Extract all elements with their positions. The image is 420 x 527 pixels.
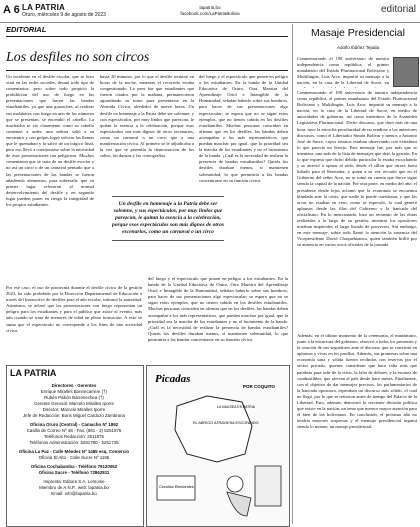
editorial-cartoon <box>146 365 290 527</box>
staff-line: Teléfonos Redacción: 2511875 <box>44 434 104 439</box>
newspaper-logo: LA PATRIA <box>22 3 65 12</box>
cartoon-drawing <box>147 366 289 526</box>
cartoon-figure-body <box>227 492 251 516</box>
staff-line: Rubén Pabón Barrenechea (†) <box>44 395 104 400</box>
staff-line: Teléfonos Administración: 5281780 - 5251735 <box>29 440 119 445</box>
site-info <box>165 5 255 17</box>
dateline: Oruro, miércoles 9 de agosto de 2023 <box>22 12 106 18</box>
editorial-headline: Los desfiles no son circos <box>6 50 150 65</box>
staff-line: Oficina Sucre - Teléfono 72862811 <box>38 470 110 475</box>
staff-line: Email: info@lapatria.bo <box>51 491 97 496</box>
section-label: editorial <box>380 4 416 15</box>
staff-line: Directores - Gerentes <box>51 383 97 388</box>
editorial-column-2: Por ese caso, el uso de pirotecnia durante el desfile cívico de la gestión 2023, ha sido prohibido por la Dirección Departamental de Educación a través del Instructivo de desfiles para el año escolar, informó la autoridad. Asimismo, se aclaró que las presentaciones con fuego representan un peligro para los estudiantes y para el público que asiste al evento, más aún cuando se trata de menores de edad en plena formación. A esto se suma que el espectáculo no corresponde a los fines de una actividad cívica. <box>6 285 142 333</box>
cartoon-credit: POR COQUITO <box>243 384 275 389</box>
staff-line: Miembro de A.N.P., web: lapatria.bo <box>39 485 109 490</box>
editorial-column-1: Un incidente en el desfile escolar, que se hizo viral en las redes sociales, desató todo tipo de comentarios, pero sobre todo propició la prohibición del uso de fuego en las presentaciones que hacen las bandas estudiantiles, ya que una guaraches, al realizar sus malabares con fuego en uno de los números que se presentan, se encendió el cabello. La muchacha se vio claramente como su cabello comenzó a arder, una señora salió a su encuentro y con golpes logró sofocar las llamas que le quemaban y la salvó de un trágico final, pero eso llevó a cuestionarse sobre la necesidad de esas presentaciones tan peligrosas. Muchos comentaron que se trata de un desfile escolar y no así un circo o de un carnaval pensado que a las presentaciones de las bandas se fueron añadiendo elementos, para sobresalir, que en primer lugar relevaron al normal desenvolvimiento del desfile y en segundo lugar pueden poner en riesgo la integridad de los propios estudiantes. <box>6 74 94 207</box>
social-url: facebook.com/LaPatriaBolivia <box>180 11 240 16</box>
cartoon-sign-text: Circuitos Electorales <box>159 485 194 489</box>
staff-line: Gerente General: Marcelo Miralles Iporre <box>34 401 114 406</box>
column-divider <box>292 24 293 524</box>
editorial-column-3: hasta 20 minutos, por lo que el desfile terminó en horas de la noche, mientras el recorrido estaba congestionado. Lo peor fue que estudiantes que fueron citados por la mañana, permanecieron aguardando su turno para presentarse en la Avenida Cívica, alrededor de nueve horas. Un desfile en homenaje a la Patria debe ser solemne, y con espectáculos, por muy lindos que parezcan, le quitan la esencia a la celebración, porque esos espectáculos son más dignos de otros escenarios, como un carnaval o un circo que a una manifestación cívica. Al primero se le adjudicaba a la vez que se permitía la demostración de los saltos, las danzas y las coreografías. <box>100 74 194 159</box>
headline-rule <box>6 70 288 71</box>
pull-quote: Un desfile en homenaje a la Patria debe ser solemne, y sus espectáculos, por muy lindos que parezcan, le quitan la esencia a la celebración, porque esos espectáculos son más dignos de otros escenarios, como un carnaval o un circo <box>112 196 224 241</box>
page-number: A 6 <box>3 4 20 16</box>
author-portrait <box>393 57 419 87</box>
staff-line: Oficina Cochabamba - Teléfono 79120052 <box>30 464 118 469</box>
site-url: lapatria.bo <box>199 5 221 10</box>
column-intro: Conmemorando el 198 aniversario de nuestra independencia como república, el primer mandatario del Estado Plurinacional Boliviano y Multilingüe, Luis Arce, impartió su mensaje a la nación, en la casa de la Libertad de Sucre, en <box>297 56 389 86</box>
staff-line: Oficina La Paz - Calle Méndez Nº 1485 esq. Comercio <box>18 449 130 454</box>
editorial-column-5: del fuego y el espectáculo que ponen en peligro a los estudiantes. En la banda de la Unidad Educativa de Oruro, Otra Maestra del Aprendizaje Oriol e Intangible de la Humanidad, señalan haberlo sobre sus hombros, para hacer de sus presentaciones algo espectacular; se espera que no se sigan estos ejemplos, que no tienen cabida en los desfiles estudiantiles. Muchas personas coinciden en afirmar que en los desfiles, las bandas deben acompañar a los más representativos, que puedan marchar por igual, que la prioridad sea la marcha de los estudiantes y no el lucimiento de la banda. ¿Cuál es la necesidad de realizar la presencia de bandas estudiantiles? Quizás los desfiles duraban menos, si mantienen solemnidad, lo que permitiría a las bandas concentrarse en su función cívica. <box>148 276 288 342</box>
column-body: Conmemorando el 198 aniversario de nuestra independencia como república, el primer mandatario del Estado Plurinacional Boliviano y Multilingüe, Luis Arce, impartió su mensaje a la nación, en la casa de la Libertad de Sucre, en medio de autoridades de gobierno, así como miembros de la Asamblea Legislativa Plurinacional. Dicho discurso, que duró más de una hora, tuvo la estrecha peculiaridad de no rendirse a los anteriores discursos, como el Libertador Simón Bolívar y menos a Antonio José de Sucre, cuyos retratos estaban observando con extrañeza lo que parecía un festejo. Este mensaje fue, por más que se intentara, uno más de la lista de mensajes que dejó la gestión. En lo que expresa que dicho debido particular lo estaba escuchando y se atrevió a opinar al oído, desde el sillón que otrora fuera lidiado para el libertador, y quien a su vez recordó que en el Gobierno del señor Arce, no se tomó en cuenta que Sucre sigue siendo la capital de la nación. Por otra parte, en medio del año, el presidente desde lejos aclamó que la economía se encuentra blindada ante la crisis, que nadie lo puede cuestionar, y que las arcas no estaban en cero, como se especuló, lo cual generó aplausos desde las filas del Gobierno y la bancada del oficialismo. En lo mencionado, hizo un recuento de las obras realizadas a lo largo de su gestión, mientras los opositores miraban impávidos el largo listado de proyectos. Sin embargo, en este mensaje, sobre todo llamó la atención la ausencia del Vicepresidente David Choquehuanca, quien también brilló por su ausencia en varios actos oficiales de la jornada. <box>297 90 417 248</box>
cartoon-figure-head <box>227 476 243 492</box>
editorial-label: EDITORIAL <box>6 25 47 34</box>
cartoon-sign-label: LA NAUSEA ES PATRIA <box>217 405 255 409</box>
cartoon-building <box>255 466 281 506</box>
masthead-staff <box>10 383 138 497</box>
staff-line: Jefe de Redacción: Boris Miguel Cardozo Zambrana <box>22 413 125 418</box>
cartoon-caption: Picadas <box>155 373 191 385</box>
staff-line: Oficina Oruro (Central) - Camacho Nº 1892 <box>29 422 119 427</box>
column-title: Masaje Presidencial <box>311 27 405 39</box>
column-body-2: Además, en el último momento de la ceremonia, el mandatario, junto a la estructura del gobierno, observó a todos los presentes y la ovación de sus seguidores ante el discurso que se convirtió en aplausos y vivas en los pasillos. Además, sus promesas sobre una economía sana y sólida fueron recibidas con reservas por el sector privado, quienes consideran que hace falta más que palabras para salir de la crisis, la falta de dólares, y la escasez de combustibles, que afectan al país desde hace meses. Finalmente, con el objetivo de dar mensajes precisos, los parlamentarios de la bancada opositora, esperaban un discurso más sólido, el cual no llegó, por lo que se retiraron antes de tiempo del Palacio de la Libertad. Esto, además, demostró la creciente división política que existe en la nación, un tema que merece mayor atención para el bien de los bolivianos. En conclusión, el próximo año no tendría mayores sorpresas y el mensaje presidencial seguirá siendo lo mismo, un masaje presidencial. <box>297 333 417 430</box>
staff-line: Oficina El Alto - Calle Sucre Nº 1185 <box>38 455 110 460</box>
masthead-logo: LA PATRIA <box>10 368 57 378</box>
cartoon-bubble: EL ABRIGO ATRAVIESA ESCONDIDO <box>193 421 259 425</box>
staff-line: Enrique Miralles Bonnecarrere (†) <box>41 389 107 394</box>
editorial-rule <box>6 36 288 37</box>
editorial-column-4: del fuego y el espectáculo que ponen en peligro a los estudiantes. En la banda de la Unidad Educativa de Oruro, Otra Maestra del Aprendizaje Oriol e Intangible de la Humanidad, señalan haberlo sobre sus hombros, para hacer de sus presentaciones algo espectacular; se espera que no se sigan estos ejemplos, que no tienen cabida en los desfiles estudiantiles. Muchas personas coinciden en afirmar que en los desfiles, las bandas deben acompañar a los más representativos, que puedan marchar por igual, que la prioridad sea la marcha de los estudiantes y no el lucimiento de la banda. ¿Cuál es la necesidad de realizar la presencia de bandas estudiantiles? Quizás los desfiles duraban menos, si mantienen solemnidad, lo que permitiría a las bandas concentrarse en su función cívica. <box>199 74 288 183</box>
staff-line: Imprenta: Editora S.A. Lemoine <box>43 479 105 484</box>
staff-line: Casilla de Correo Nº 48 - Fax: (591 - 2) 5251876 <box>26 428 122 433</box>
column-author: Adolfo Ibáñez Tejada <box>337 45 379 50</box>
staff-line: Director: Marcelo Miralles Iporre <box>42 407 106 412</box>
